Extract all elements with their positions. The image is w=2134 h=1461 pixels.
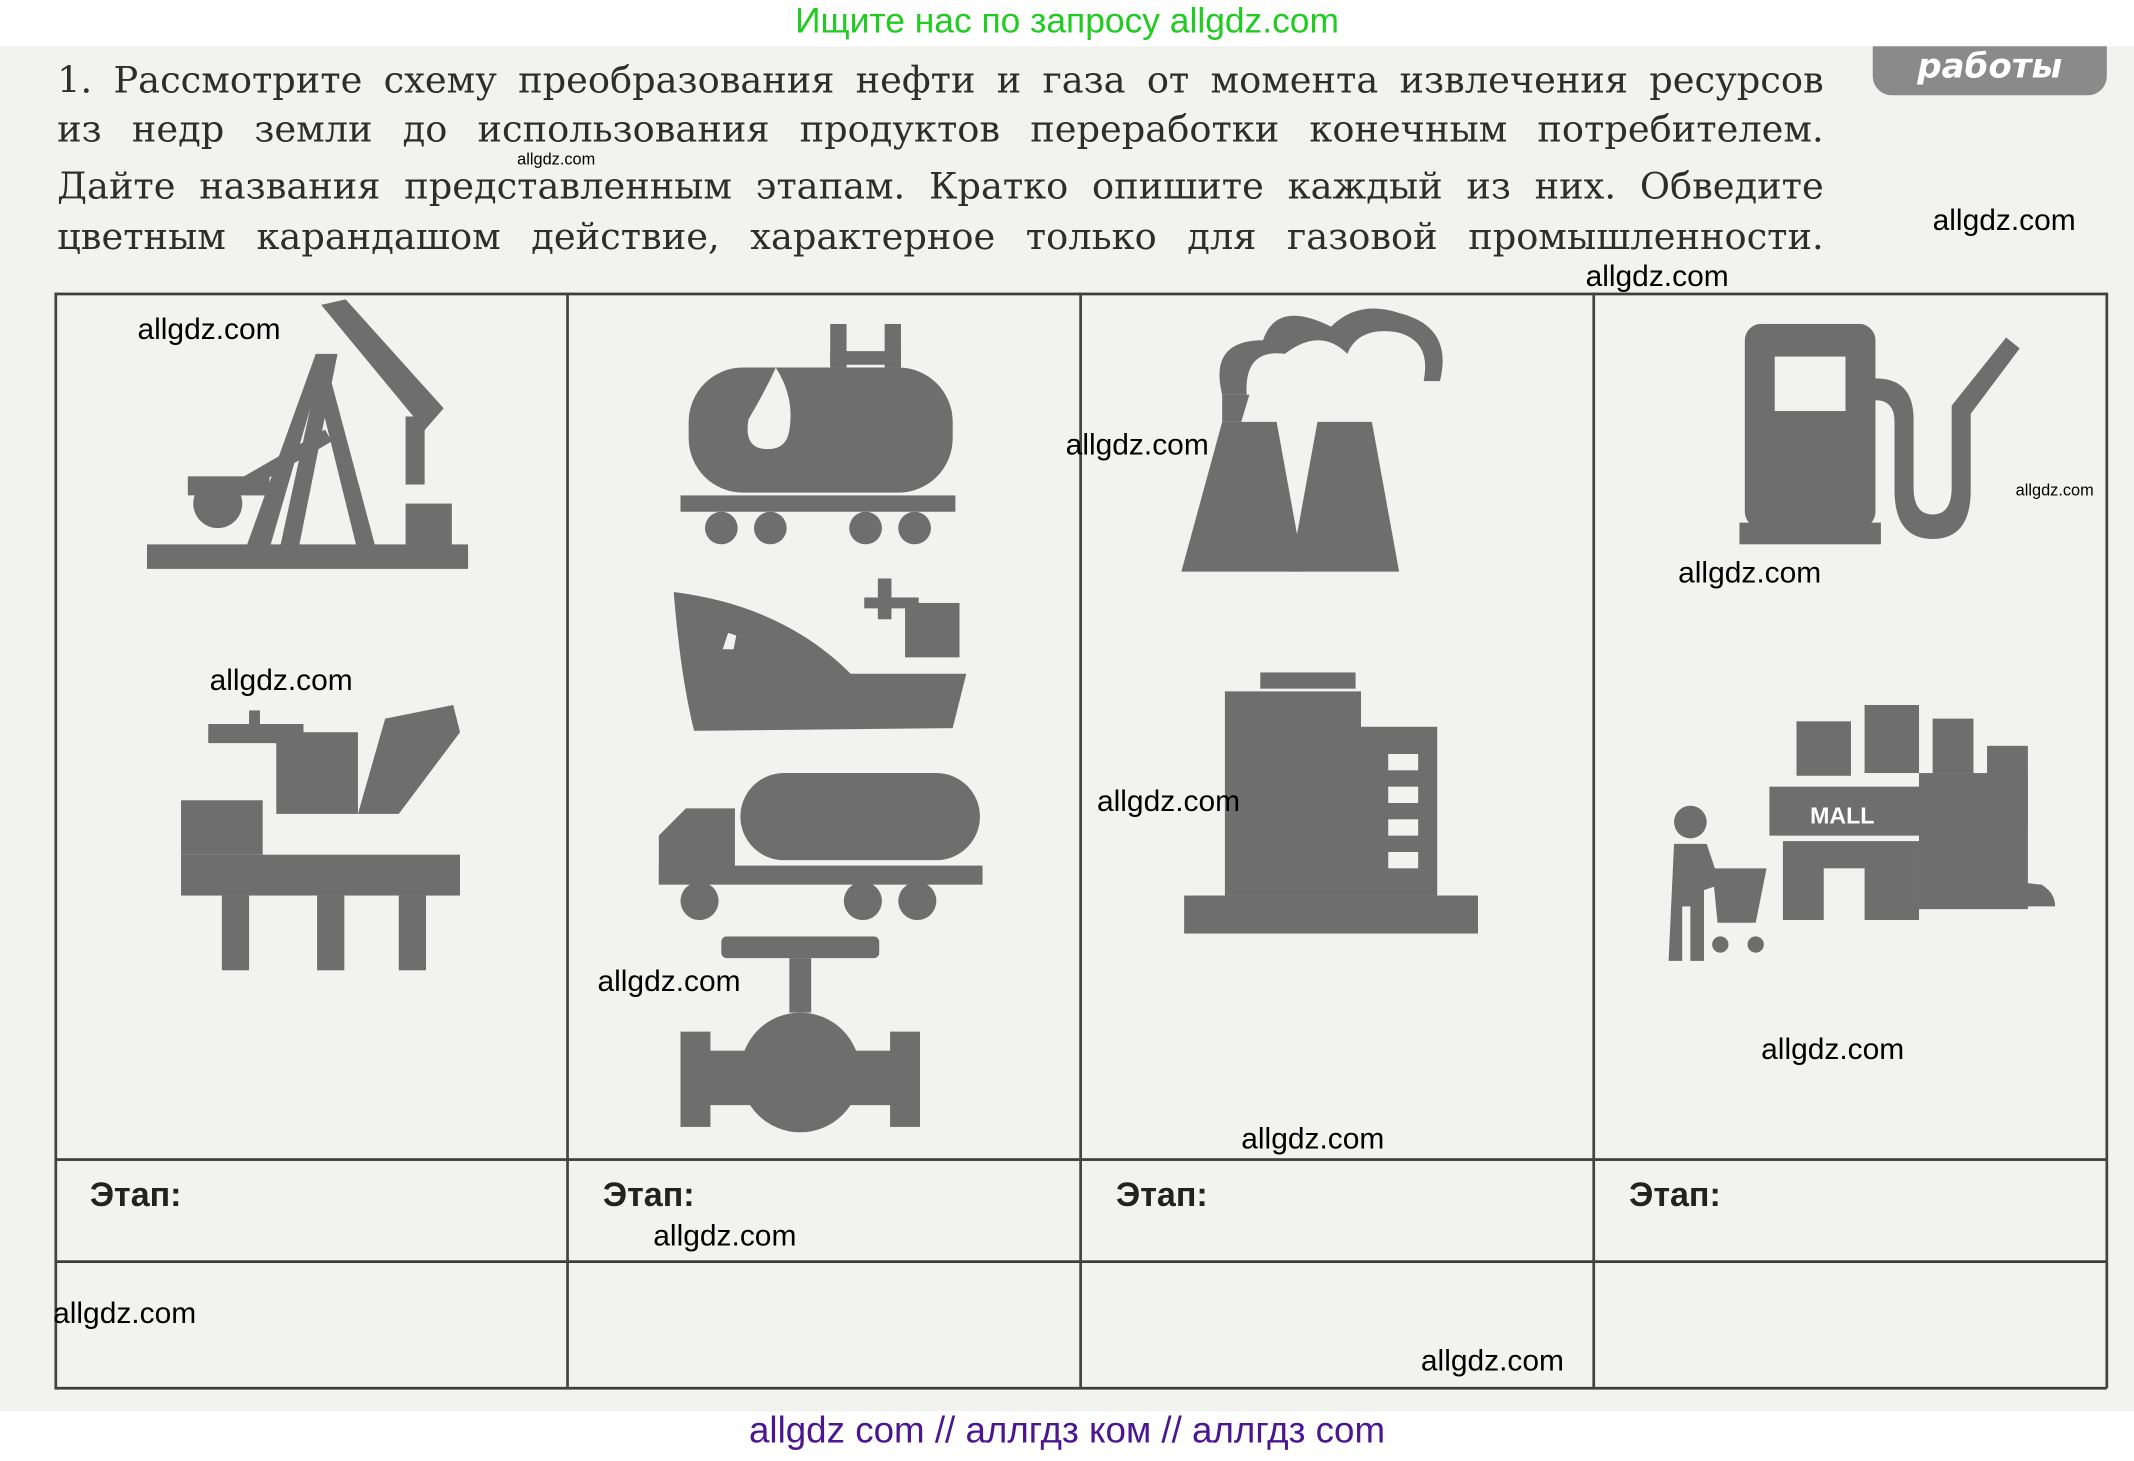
top-banner[interactable]: Ищите нас по запросу allgdz.com	[795, 0, 1339, 41]
word: действие,	[531, 216, 720, 259]
word: Кратко	[928, 166, 1069, 209]
watermark: allgdz.com	[209, 662, 353, 697]
word: 1.	[57, 59, 93, 103]
table-border	[2105, 293, 2107, 1389]
word: схему	[383, 59, 497, 103]
mall-sign: MALL	[1810, 802, 1875, 829]
watermark: allgdz.com	[1241, 1121, 1385, 1156]
word: недр	[131, 108, 225, 152]
word: промышленности.	[1468, 216, 1824, 259]
watermark: allgdz.com	[137, 311, 281, 346]
word: из	[1466, 166, 1511, 209]
word: использования	[477, 108, 770, 152]
word: этапам.	[755, 166, 906, 209]
word: нефти	[855, 59, 976, 103]
task-line	[57, 216, 1824, 259]
word: характерное	[750, 216, 996, 259]
watermark: allgdz.com	[1585, 258, 1729, 293]
word: от	[1146, 59, 1190, 103]
word: для	[1187, 216, 1257, 259]
watermark: allgdz.com	[1932, 202, 2076, 237]
refinery-smoke-icon	[1181, 299, 1472, 577]
word: газа	[1042, 59, 1126, 103]
word: переработки	[1030, 108, 1280, 152]
word: продуктов	[799, 108, 1001, 152]
section-badge: работы	[1873, 46, 2107, 95]
word: представленным	[404, 166, 733, 209]
tanker-truck-icon	[659, 768, 983, 920]
word: из	[57, 108, 102, 152]
stage-label-3: Этап:	[1116, 1175, 1208, 1215]
word: преобразования	[518, 59, 835, 103]
table-divider	[566, 293, 568, 1389]
footer-links[interactable]: allgdz com // аллгдз ком // аллгдз com	[748, 1409, 1386, 1451]
task-text	[57, 0, 1824, 272]
word: Рассмотрите	[113, 59, 363, 103]
task-line	[57, 108, 1824, 152]
watermark: allgdz.com	[53, 1295, 197, 1330]
word: них.	[1534, 166, 1617, 209]
shopper-cart-icon	[1663, 803, 1772, 966]
stage-label-1: Этап:	[89, 1175, 182, 1215]
stage-label-2: Этап:	[602, 1175, 695, 1215]
word: до	[402, 108, 448, 152]
watermark: allgdz.com	[1678, 555, 1822, 590]
word: только	[1025, 216, 1157, 259]
word: названия	[199, 166, 381, 209]
word: потребителем.	[1537, 108, 1824, 152]
word: земли	[254, 108, 373, 152]
word: и	[996, 59, 1022, 103]
word: конечным	[1309, 108, 1508, 152]
gas-tank-railcar-icon	[681, 324, 956, 544]
word: газовой	[1287, 216, 1438, 259]
table-divider	[1592, 293, 1594, 1389]
word: извлечения	[1399, 59, 1629, 103]
word: опишите	[1092, 166, 1264, 209]
word: ресурсов	[1649, 59, 1824, 103]
stage-label-4: Этап:	[1629, 1175, 1721, 1215]
word: момента	[1210, 59, 1379, 103]
word: карандашом	[256, 216, 501, 259]
watermark: allgdz.com	[1761, 1031, 1905, 1066]
watermark: allgdz.com	[1065, 427, 1209, 462]
tanker-ship-icon	[674, 578, 967, 730]
table-border	[54, 293, 56, 1389]
word: Обведите	[1639, 166, 1824, 209]
fuel-pump-icon	[1739, 324, 2036, 544]
watermark: allgdz.com	[653, 1218, 797, 1253]
word: каждый	[1287, 166, 1443, 209]
watermark: allgdz.com	[1420, 1343, 1565, 1378]
task-line	[57, 166, 1824, 209]
watermark: allgdz.com	[1096, 783, 1241, 818]
offshore-platform-icon	[181, 705, 460, 970]
word: Дайте	[57, 166, 176, 209]
watermark: allgdz.com	[517, 149, 596, 169]
watermark: allgdz.com	[597, 963, 741, 998]
word: цветным	[57, 216, 226, 259]
task-line	[57, 59, 1824, 103]
watermark: allgdz.com	[2015, 480, 2094, 500]
